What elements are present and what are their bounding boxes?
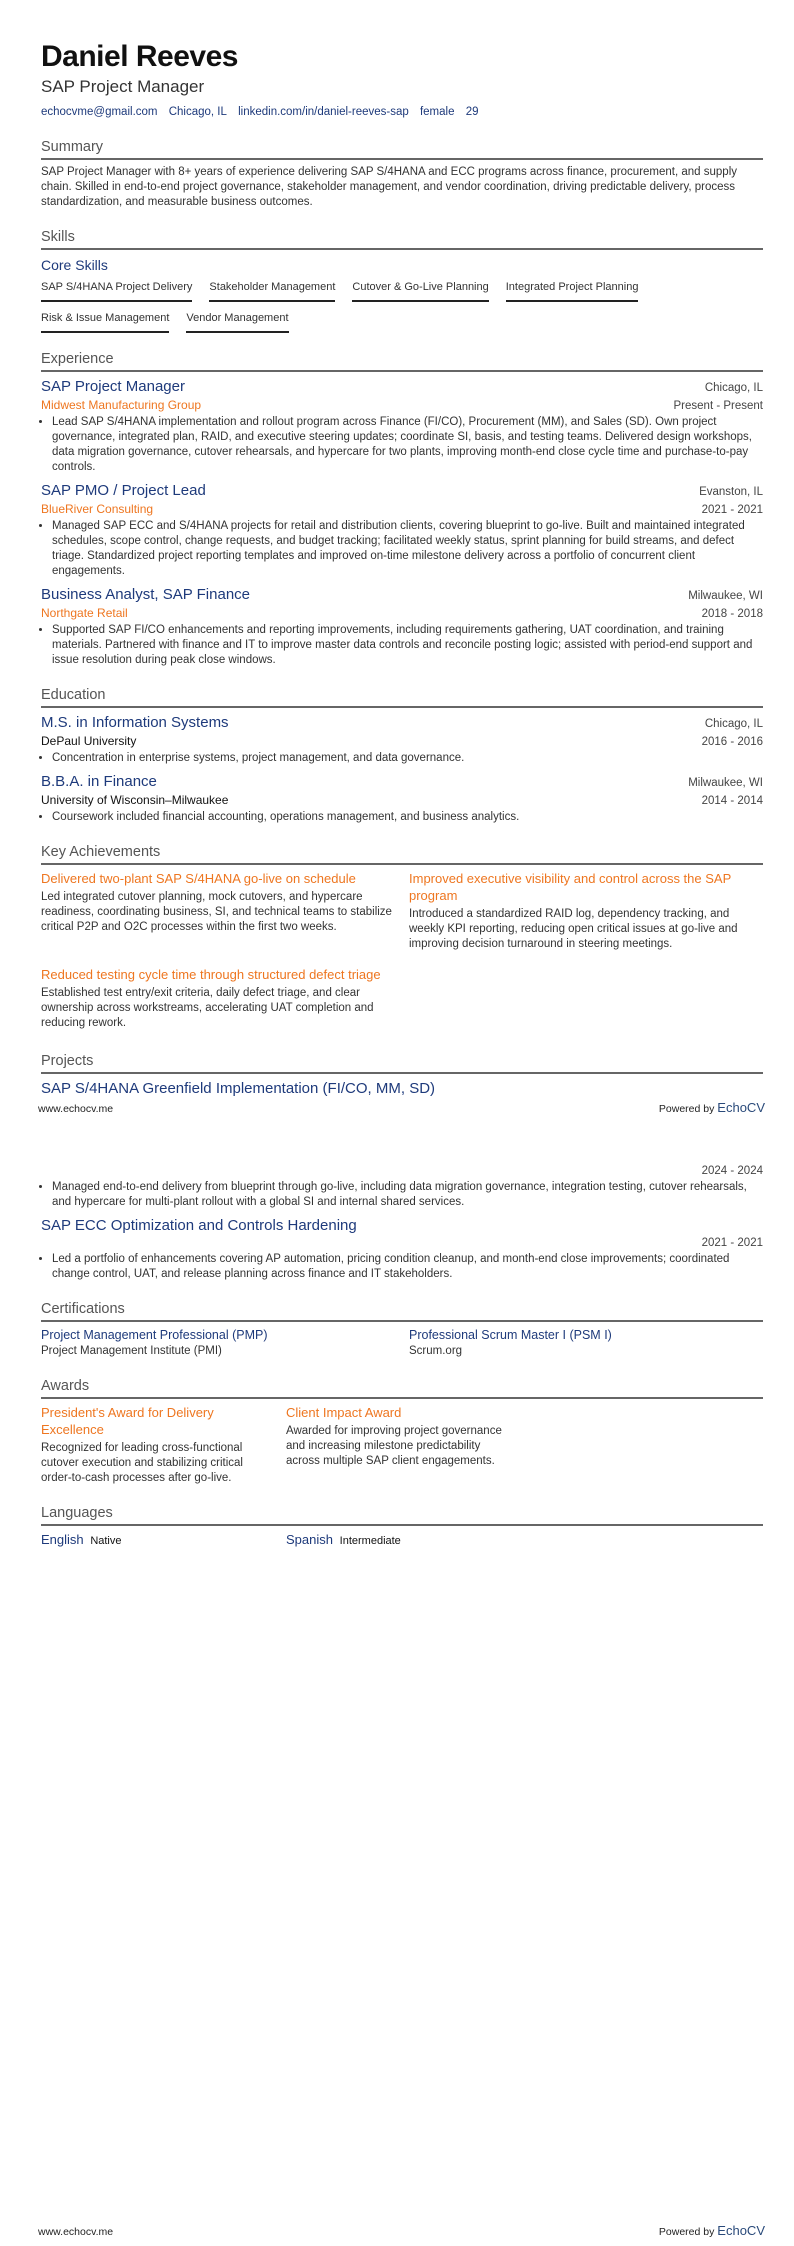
job-title: SAP Project Manager <box>41 378 185 395</box>
edu-dates: 2016 - 2016 <box>701 736 763 748</box>
job-title: SAP PMO / Project Lead <box>41 482 206 499</box>
cert-name: Project Management Professional (PMP) <box>41 1328 268 1342</box>
job-dates: 2021 - 2021 <box>701 504 763 516</box>
certifications-section <box>41 1299 763 1359</box>
skill-chip: Stakeholder Management <box>209 277 335 302</box>
job-title: Business Analyst, SAP Finance <box>41 586 251 603</box>
section-heading: Languages <box>41 1503 763 1526</box>
achievement-title: Improved executive visibility and control across the SAP program <box>409 871 732 903</box>
award-title: Client Impact Award <box>286 1405 402 1420</box>
job-location: Chicago, IL <box>704 382 763 394</box>
achievements-section <box>41 842 763 1045</box>
footer-brand-logo: EchoCV <box>717 1100 765 1115</box>
summary-text: SAP Project Manager with 8+ years of experience delivering SAP S/4HANA and ECC programs across finance, procurement, and supply chain. Skilled in end-to-end project governance, stakeholder management, and vendor coordination, driving predictable delivery, process standardization, and measurable business outcomes. <box>41 166 738 208</box>
achievement-text: Established test entry/exit criteria, daily defect triage, and clear ownership across workstreams, accelerating UAT completion and reducing rework. <box>41 987 374 1029</box>
languages-section <box>41 1503 763 1550</box>
edu-dates: 2014 - 2014 <box>701 795 763 807</box>
degree: B.B.A. in Finance <box>41 773 157 790</box>
section-heading: Certifications <box>41 1299 763 1322</box>
experience-section <box>41 349 763 668</box>
project-dates: 2021 - 2021 <box>701 1237 763 1249</box>
skill-chip: SAP S/4HANA Project Delivery <box>41 277 192 302</box>
award-title: President's Award for Delivery Excellence <box>41 1405 214 1437</box>
job-location: Milwaukee, WI <box>688 590 763 602</box>
edu-bullet: • Coursework included financial accounting, operations management, and business analytics. <box>52 810 763 825</box>
certification-item <box>409 1327 763 1359</box>
language-name: English <box>41 1532 84 1547</box>
page-footer <box>38 1100 765 1115</box>
company-name: Northgate Retail <box>41 606 128 620</box>
job-dates: Present - Present <box>673 400 763 412</box>
job-bullet: • Managed SAP ECC and S/4HANA projects for retail and distribution clients, covering blueprint to go-live. Built and maintained integrated schedules, scope control, change requests, and budget tracking; facilitated weekly status, sprint planning for build streams, and defect triage. Standardized project reporting templates and improved on-time milestone delivery across a portfolio of concurrent client engagements. <box>52 519 763 579</box>
job-dates: 2018 - 2018 <box>701 608 763 620</box>
skill-list <box>41 277 763 339</box>
education-item <box>41 713 763 766</box>
footer-site[interactable]: www.echocv.me <box>38 1103 114 1115</box>
achievement-title: Reduced testing cycle time through structured defect triage <box>41 967 381 982</box>
section-heading: Projects <box>41 1051 763 1074</box>
company-name: BlueRiver Consulting <box>41 502 154 516</box>
project-bullet: • Led a portfolio of enhancements covering AP automation, pricing condition cleanup, and month-end close improvements; coordinated change control, UAT, and release planning across finance and IT stakeholders. <box>52 1252 763 1282</box>
language-name: Spanish <box>286 1532 333 1547</box>
candidate-title: SAP Project Manager <box>41 77 205 96</box>
language-level: Intermediate <box>339 1535 401 1547</box>
certification-item <box>41 1327 409 1359</box>
section-heading: Awards <box>41 1376 763 1399</box>
project-item <box>41 1216 763 1282</box>
experience-item <box>41 377 763 475</box>
cert-issuer: Project Management Institute (PMI) <box>41 1345 222 1357</box>
contact-gender: female <box>419 106 455 118</box>
job-location: Evanston, IL <box>699 486 763 498</box>
project-dates: 2024 - 2024 <box>701 1165 763 1177</box>
skill-chip: Vendor Management <box>186 308 288 333</box>
footer-powered: Powered by <box>658 2226 715 2238</box>
candidate-name: Daniel Reeves <box>41 40 238 73</box>
footer-site[interactable]: www.echocv.me <box>38 2226 114 2238</box>
award-item <box>286 1404 516 1486</box>
edu-bullet: • Concentration in enterprise systems, project management, and data governance. <box>52 751 763 766</box>
project-item-continued <box>41 1163 763 1210</box>
page-2 <box>0 1123 794 2246</box>
section-heading: Education <box>41 685 763 708</box>
school: DePaul University <box>41 734 137 748</box>
achievement-title: Delivered two-plant SAP S/4HANA go-live on schedule <box>41 871 356 886</box>
degree: M.S. in Information Systems <box>41 714 229 731</box>
skill-chip: Risk & Issue Management <box>41 308 169 333</box>
project-bullet: • Managed end-to-end delivery from blueprint through go-live, including data migration governance, integration testing, cutover rehearsals, and hypercare for multi-plant rollout with a global SI and internal shared services. <box>52 1180 763 1210</box>
achievement-text: Introduced a standardized RAID log, dependency tracking, and weekly KPI reporting, reducing open critical issues at go-live and improving decision turnaround in steering meetings. <box>409 908 738 950</box>
footer-brand-logo: EchoCV <box>717 2223 765 2238</box>
contact-line <box>41 104 763 120</box>
award-item <box>41 1404 271 1486</box>
job-bullet: • Lead SAP S/4HANA implementation and rollout program across Finance (FI/CO), Procurement (MM), and Sales (SD). Own project governance, integrated plan, RAID, and executive steering updates; coordinate SI, basis, and testing teams. Delivered design workshops, data migration governance, cutover rehearsals, and hypercare for two plants, improving month-end close cycle time and purchase-to-pay controls. <box>52 415 763 475</box>
edu-location: Chicago, IL <box>704 718 763 730</box>
experience-item <box>41 481 763 579</box>
skill-group-title: Core Skills <box>41 257 108 273</box>
contact-location: Chicago, IL <box>168 106 227 118</box>
language-item <box>286 1531 401 1550</box>
education-item <box>41 772 763 825</box>
project-title: SAP ECC Optimization and Controls Hardening <box>41 1217 357 1234</box>
footer-powered: Powered by <box>658 1103 715 1115</box>
achievement-item <box>41 870 409 952</box>
education-section <box>41 685 763 825</box>
edu-location: Milwaukee, WI <box>688 777 763 789</box>
job-bullet: • Supported SAP FI/CO enhancements and reporting improvements, including requirements gathering, UAT coordination, and training materials. Partnered with finance and IT to improve master data controls and reconcile posting logic; assisted with period-end support and issue resolution during peak close windows. <box>52 623 763 668</box>
achievement-item <box>409 870 763 952</box>
language-item <box>41 1531 286 1550</box>
project-title: SAP S/4HANA Greenfield Implementation (FI/CO, MM, SD) <box>41 1080 436 1097</box>
section-heading: Skills <box>41 227 763 250</box>
contact-linkedin[interactable]: linkedin.com/in/daniel-reeves-sap <box>238 106 409 118</box>
company-name: Midwest Manufacturing Group <box>41 398 202 412</box>
language-level: Native <box>90 1535 122 1547</box>
cert-name: Professional Scrum Master I (PSM I) <box>409 1328 612 1342</box>
experience-item <box>41 585 763 668</box>
achievement-text: Led integrated cutover planning, mock cutovers, and hypercare readiness, coordinating business, SI, and technical teams to stabilize critical P2P and O2C processes within the first two weeks. <box>41 891 392 933</box>
skill-chip: Cutover & Go-Live Planning <box>352 277 488 302</box>
skill-chip: Integrated Project Planning <box>506 277 639 302</box>
contact-email[interactable]: echocvme@gmail.com <box>41 106 158 118</box>
award-text: Awarded for improving project governance and increasing milestone predictability across multiple SAP client engagements. <box>286 1425 502 1467</box>
award-text: Recognized for leading cross-functional cutover execution and stabilizing critical order-to-cash processes after go-live. <box>41 1442 243 1484</box>
section-heading: Experience <box>41 349 763 372</box>
awards-section <box>41 1376 763 1486</box>
projects-section <box>41 1051 763 1098</box>
achievement-item <box>41 966 409 1031</box>
section-heading: Summary <box>41 137 763 160</box>
contact-age: 29 <box>465 106 479 118</box>
page-footer <box>38 2223 765 2238</box>
skills-section <box>41 227 763 339</box>
section-heading: Key Achievements <box>41 842 763 865</box>
cert-issuer: Scrum.org <box>409 1345 463 1357</box>
summary-section <box>41 137 763 210</box>
school: University of Wisconsin–Milwaukee <box>41 793 229 807</box>
